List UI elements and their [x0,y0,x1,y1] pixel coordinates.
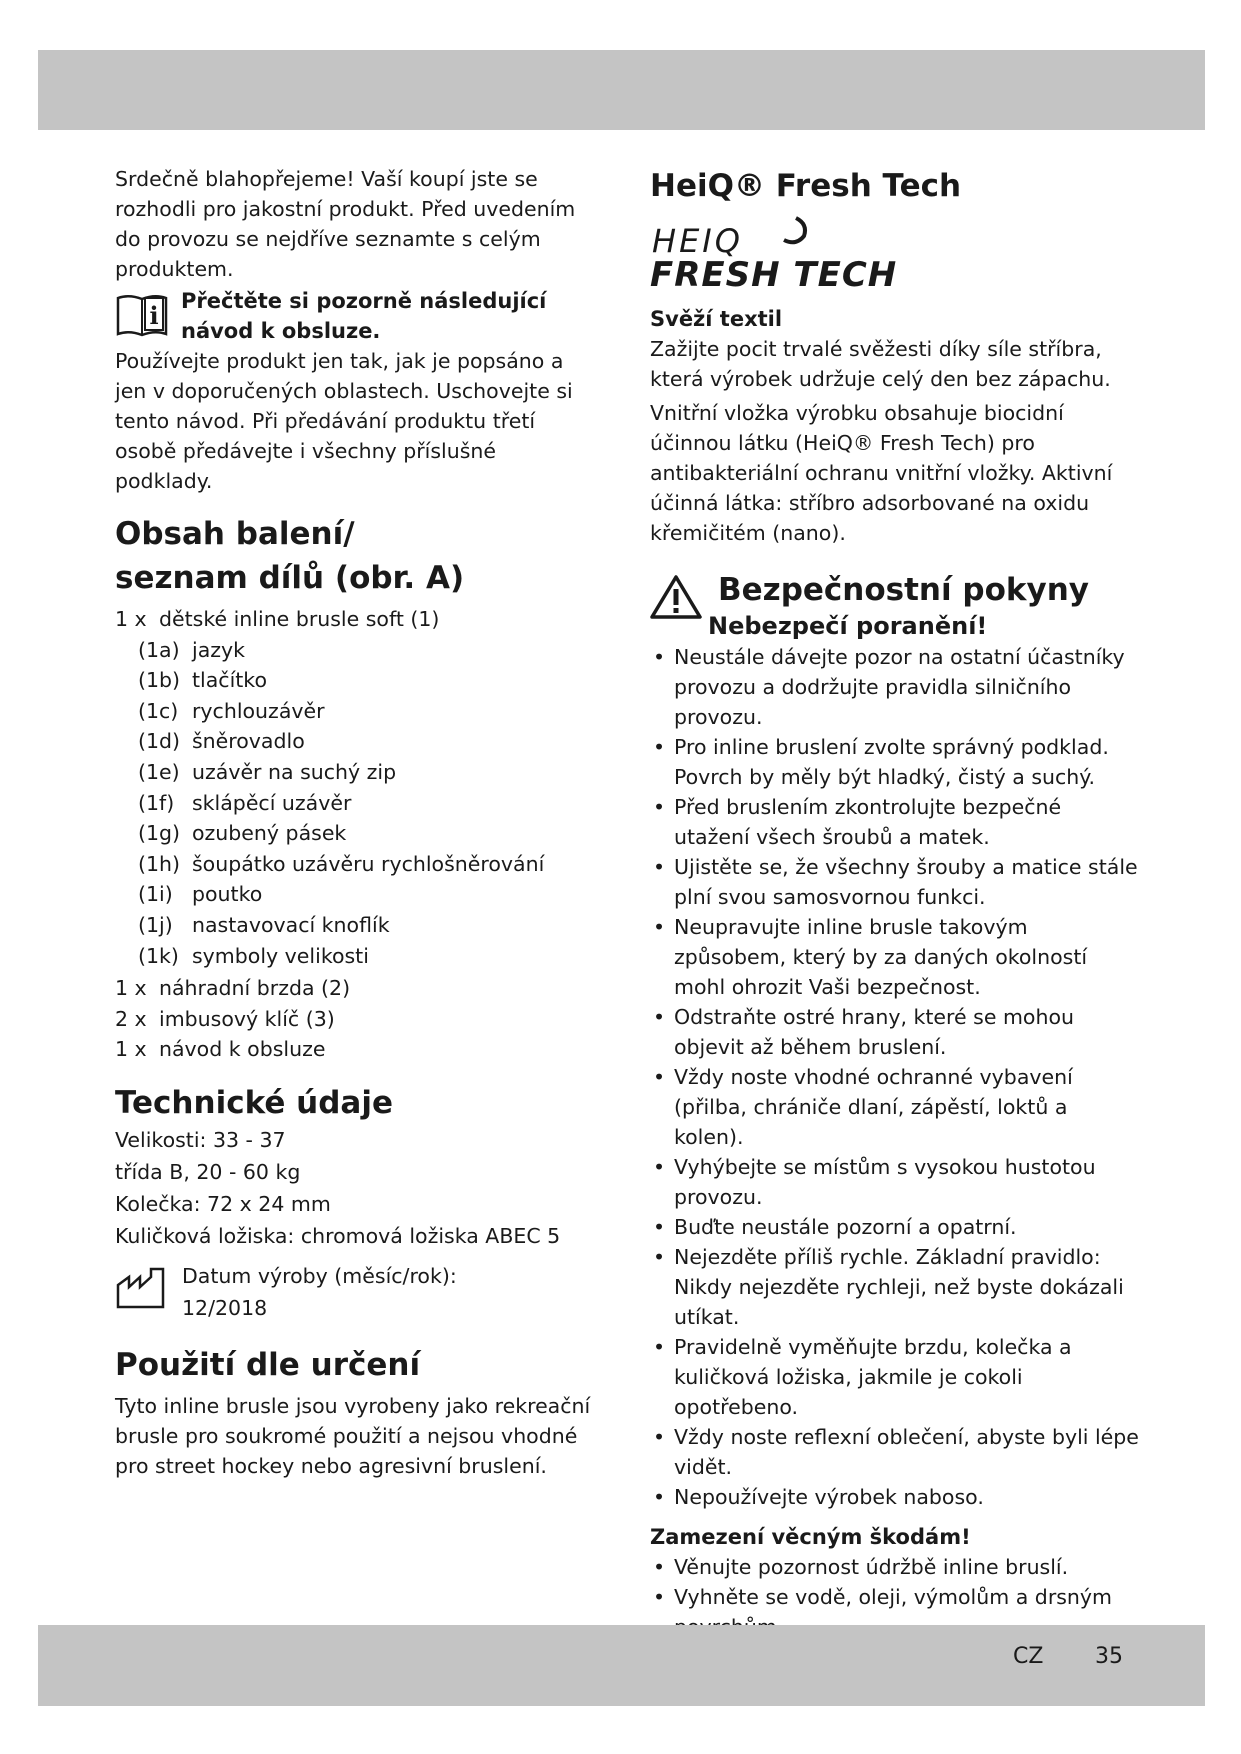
part-name: symboly velikosti [192,943,369,968]
damage-item: • Vyhněte se vodě, oleji, výmolům a drsným [650,1582,1140,1642]
item-qty: 2 x [115,1006,147,1031]
damage-heading: Zamezení věcným škodám! [650,1525,971,1549]
read-manual-text: Přečtěte si pozorně následující návod k obsluze. [181,289,547,343]
safety-list [650,642,1140,1512]
safety-item: • Vyhýbejte se místům s vysokou hustotou provozu. [650,1152,1140,1212]
part-name: jazyk [192,637,246,662]
date-value: 12/2018 [182,1295,268,1320]
safety-item: • Vždy noste vhodné ochranné vybavení (přilba, chrániče dlaní, zápěstí, loktů a kolen). [650,1062,1140,1152]
parts-list [115,635,595,972]
contents-heading-line1: Obsah balení/ [115,516,355,552]
part-code: (1b) [138,668,181,693]
safety-item: • Buďte neustále pozorní a opatrní. [650,1212,1140,1242]
footer-language: CZ [1013,1644,1044,1669]
part-code: (1e) [138,759,180,784]
list-item [138,849,595,880]
list-item [138,665,595,696]
part-name: ozubený pásek [192,821,347,846]
safety-item: • Pro inline bruslení zvolte správný podklad. Povrch by měly být hladký, čistý a suchý. [650,732,1140,792]
part-name: šněrovadlo [192,729,305,754]
right-column [650,164,1140,1642]
warning-triangle-icon [650,574,702,620]
list-item [138,757,595,788]
safety-item: • Pravidelně vyměňujte brzdu, kolečka a kuličková ložiska, jakmile je cokoli opotřebeno. [650,1332,1140,1422]
manufacture-date-icon [115,1265,167,1309]
intro-paragraph: Srdečně blahopřejeme! Vaší koupí jste se rozhodli pro jakostní produkt. Před uvedením do provozu se nejdříve seznamte s celým produktem. [115,167,576,281]
part-code: (1h) [138,851,181,876]
tech-spec-line: Kuličková ložiska: chromová ložiska ABEC 5 [115,1223,561,1248]
part-code: (1j) [138,912,173,937]
list-item [138,941,595,972]
part-name: uzávěr na suchý zip [192,759,397,784]
page-number: 35 [1095,1644,1123,1669]
logo-bottom-text: FRESH TECH [650,255,898,294]
contents-heading-line2: seznam dílů (obr. A) [115,560,465,596]
list-item [138,696,595,727]
part-name: rychlouzávěr [192,698,325,723]
part-code: (1i) [138,882,173,907]
manufacture-date [115,1261,595,1323]
tech-spec-line: Kolečka: 72 x 24 mm [115,1191,331,1216]
safety-item: • Nejezděte příliš rychle. Základní pravidlo: Nikdy nejezděte rychleji, než byste dokázali utíkat. [650,1242,1140,1332]
safety-header [650,570,1140,642]
item-name: náhradní brzda (2) [159,976,351,1001]
date-label: Datum výroby (měsíc/rok): [182,1263,457,1288]
part-code: (1a) [138,637,180,662]
header-band [38,50,1205,130]
part-name: poutko [192,882,263,907]
part-code: (1c) [138,698,179,723]
list-item [115,973,595,1004]
danger-heading: Nebezpečí poranění! [708,612,988,640]
extra-items-list [115,973,595,1065]
safety-item: • Vždy noste reflexní oblečení, abyste byli lépe vidět. [650,1422,1140,1482]
list-item [138,726,595,757]
tech-spec-line: třída B, 20 - 60 kg [115,1159,301,1184]
list-item [138,910,595,941]
safety-heading: Bezpečnostní pokyny [718,572,1090,608]
item-qty: 1 x [115,976,147,1001]
part-name: šoupátko uzávěru rychlošněrování [192,851,545,876]
list-item [138,879,595,910]
part-code: (1k) [138,943,179,968]
manual-info-icon [115,292,169,338]
part-code: (1d) [138,729,181,754]
contents-list [115,604,595,635]
damage-item: • Věnujte pozornost údržbě inline bruslí. [650,1552,1140,1582]
tech-heading: Technické údaje [115,1084,394,1121]
safety-item: • Nepoužívejte výrobek naboso. [650,1482,1140,1512]
fresh-paragraph-1: Zažijte pocit trvalé svěžesti díky síle stříbra, která výrobek udržuje celý den bez zápachu. [650,337,1111,391]
usage-paragraph: Používejte produkt jen tak, jak je popsáno a jen v doporučených oblastech. Uschovejte si tento návod. Při předávání produktu třetí osobě předávejte i všechny příslušné podklady. [115,349,573,493]
tech-spec-line: Velikosti: 33 - 37 [115,1127,286,1152]
list-item [138,818,595,849]
safety-item: • Neupravujte inline brusle takovým způsobem, který by za daných okolností mohl ohrozit Vaši bezpečnost. [650,912,1140,1002]
list-item [115,1004,595,1035]
part-name: tlačítko [192,668,267,693]
left-column [115,164,595,1481]
list-item [138,635,595,666]
list-item: 1 x dětské inline brusle soft (1) [115,607,440,631]
heiq-heading: HeiQ® Fresh Tech [650,168,962,204]
list-item [115,1034,595,1065]
fresh-paragraph-2: Vnitřní vložka výrobku obsahuje biocidní účinnou látku (HeiQ® Fresh Tech) pro antibakteriální ochranu vnitřní vložky. Aktivní účinná látka: stříbro adsorbované na oxidu křemičitém (nano). [650,401,1113,545]
safety-item: • Ujistěte se, že všechny šrouby a matice stále plní svou samosvornou funkci. [650,852,1140,912]
part-code: (1g) [138,821,181,846]
heiq-fresh-tech-logo [650,214,950,294]
logo-top-text: HEIQ [652,222,743,260]
item-name: imbusový klíč (3) [159,1006,335,1031]
item-name: návod k obsluze [159,1037,326,1062]
purpose-paragraph: Tyto inline brusle jsou vyrobeny jako rekreační brusle pro soukromé použití a nejsou vhodné pro street hockey nebo agresivní bruslení. [115,1393,591,1478]
list-item [138,788,595,819]
part-name: nastavovací knoflík [192,912,390,937]
safety-item: • Před bruslením zkontrolujte bezpečné utažení všech šroubů a matek. [650,792,1140,852]
safety-item: • Neustále dávejte pozor na ostatní účastníky provozu a dodržujte pravidla silničního provozu. [650,642,1140,732]
part-code: (1f) [138,790,175,815]
item-qty: 1 x [115,1037,147,1062]
tech-specs [115,1125,595,1251]
logo-swoosh-icon [784,218,805,242]
safety-item: • Odstraňte ostré hrany, které se mohou objevit až během bruslení. [650,1002,1140,1062]
read-manual-note [115,286,595,346]
svg-text:i: i [149,301,159,330]
fresh-textile-heading: Svěží textil [650,307,783,331]
part-name: sklápěcí uzávěr [192,790,352,815]
purpose-heading: Použití dle určení [115,1346,421,1383]
